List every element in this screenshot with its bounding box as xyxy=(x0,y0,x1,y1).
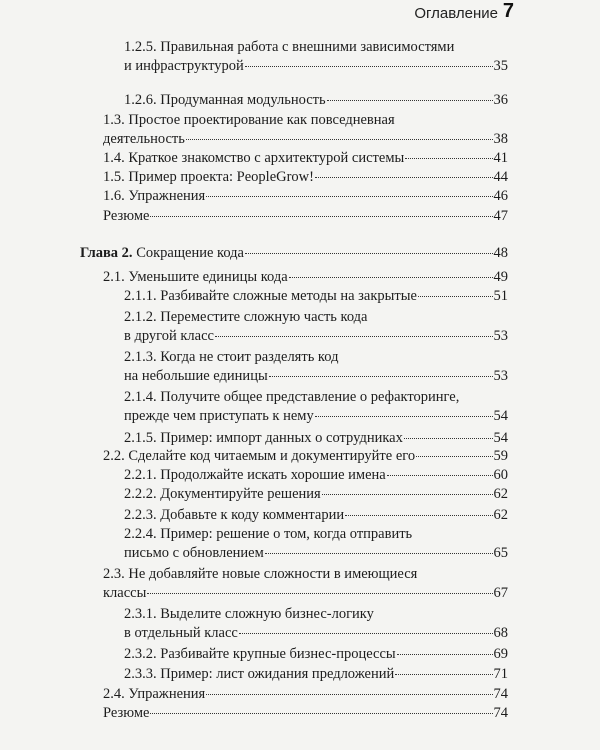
dot-leader xyxy=(206,694,492,695)
dot-leader xyxy=(405,158,492,159)
toc-entry-line xyxy=(124,407,508,426)
toc-entry[interactable] xyxy=(124,388,508,426)
toc-entry-line xyxy=(124,367,508,386)
toc-page-number: 69 xyxy=(493,646,508,662)
toc-chapter-entry[interactable] xyxy=(80,244,508,263)
toc-entry-line xyxy=(124,429,508,448)
toc-page-number: 74 xyxy=(493,686,508,702)
running-header xyxy=(0,0,600,30)
toc-entry-title: 2.4. Упражнения xyxy=(103,686,206,702)
dot-leader xyxy=(215,336,493,337)
toc-entry-title: письмо с обновлением xyxy=(124,545,264,561)
toc-entry[interactable] xyxy=(124,645,508,664)
toc-entry[interactable] xyxy=(103,149,508,168)
toc-entry-title: 2.2.4. Пример: решение о том, когда отправить xyxy=(124,526,413,542)
toc-entry[interactable] xyxy=(103,207,508,226)
dot-leader xyxy=(345,515,492,516)
dot-leader xyxy=(397,654,493,655)
toc-page-number: 62 xyxy=(493,486,508,502)
toc-entry-title: 2.3.3. Пример: лист ожидания предложений xyxy=(124,666,395,682)
dot-leader xyxy=(416,456,492,457)
dot-leader xyxy=(418,296,493,297)
toc-entry[interactable] xyxy=(124,525,508,563)
toc-page-number: 67 xyxy=(493,585,508,601)
toc-entry-title: 2.1.2. Переместите сложную часть кода xyxy=(124,309,368,325)
toc-entry-title: 2.3.1. Выделите сложную бизнес-логику xyxy=(124,606,374,622)
toc-entry-title: 2.2.1. Продолжайте искать хорошие имена xyxy=(124,467,386,483)
toc-entry[interactable] xyxy=(124,485,508,504)
dot-leader xyxy=(404,438,493,439)
toc-entry-line xyxy=(103,187,508,206)
toc-entry-line xyxy=(124,645,508,664)
toc-entry-line xyxy=(124,388,508,407)
toc-page-number: 54 xyxy=(493,408,508,424)
toc-entry-title: 1.5. Пример проекта: PeopleGrow! xyxy=(103,169,314,185)
toc-entry-line xyxy=(124,506,508,525)
toc-entry-title: деятельность xyxy=(103,131,185,147)
toc-entry-line xyxy=(124,624,508,643)
toc-entry-line xyxy=(103,565,508,584)
toc-entry-line xyxy=(103,685,508,704)
toc-page-number: 46 xyxy=(493,188,508,204)
dot-leader xyxy=(269,376,493,377)
toc-page-number: 59 xyxy=(493,448,508,464)
toc-entry-line xyxy=(103,584,508,603)
toc-entry[interactable] xyxy=(103,685,508,704)
toc-entry[interactable] xyxy=(103,704,508,723)
toc-entry[interactable] xyxy=(124,348,508,386)
toc-entry-title: 2.1.4. Получите общее представление о рефакторинге, xyxy=(124,389,460,405)
dot-leader xyxy=(147,593,492,594)
toc-entry-line xyxy=(124,605,508,624)
toc-entry-title: 1.6. Упражнения xyxy=(103,188,206,204)
dot-leader xyxy=(395,674,492,675)
toc-page-number: 51 xyxy=(493,288,508,304)
toc-entry-line xyxy=(124,57,508,76)
toc-entry-line xyxy=(124,308,508,327)
toc-entry-line xyxy=(124,327,508,346)
dot-leader xyxy=(245,253,493,254)
toc-entry-line xyxy=(103,268,508,287)
toc-entry[interactable] xyxy=(124,605,508,643)
toc-entry[interactable] xyxy=(124,506,508,525)
toc-entry-line xyxy=(124,665,508,684)
toc-entry[interactable] xyxy=(124,429,508,448)
toc-page-number: 38 xyxy=(493,131,508,147)
toc-page-number: 47 xyxy=(493,208,508,224)
chapter-label: Глава 2. xyxy=(80,245,133,261)
toc-page-number: 53 xyxy=(493,328,508,344)
toc-entry-title: 2.1.5. Пример: импорт данных о сотрудниках xyxy=(124,430,403,446)
toc-entry-title: 2.1.3. Когда не стоит разделять код xyxy=(124,349,339,365)
toc-entry-line xyxy=(124,485,508,504)
toc-entry-title: 1.2.6. Продуманная модульность xyxy=(124,92,326,108)
toc-page-number: 35 xyxy=(493,58,508,74)
toc-entry-line xyxy=(124,91,508,110)
toc-page-number: 54 xyxy=(493,430,508,446)
dot-leader xyxy=(150,713,492,714)
toc-entry-line xyxy=(103,149,508,168)
toc-entry-title: в другой класс xyxy=(124,328,214,344)
toc-entry[interactable] xyxy=(124,91,508,110)
toc-entry-title: Резюме xyxy=(103,208,150,224)
dot-leader xyxy=(265,553,493,554)
toc-entry[interactable] xyxy=(103,447,508,466)
toc-page-number: 62 xyxy=(493,507,508,523)
toc-entry[interactable] xyxy=(103,565,508,603)
toc-entry[interactable] xyxy=(124,38,508,76)
dot-leader xyxy=(327,100,493,101)
dot-leader xyxy=(322,494,493,495)
toc-page-number: 48 xyxy=(493,245,508,261)
toc-entry-title: 1.3. Простое проектирование как повседневная xyxy=(103,112,395,128)
toc-entry-line xyxy=(103,207,508,226)
toc-page-number: 53 xyxy=(493,368,508,384)
toc-entry-line xyxy=(124,287,508,306)
toc-entry-title: 2.1.1. Разбивайте сложные методы на закрытые xyxy=(124,288,417,304)
toc-entry-title: прежде чем приступать к нему xyxy=(124,408,314,424)
toc-entry-title: 2.2.2. Документируйте решения xyxy=(124,486,321,502)
toc-entry-line xyxy=(103,447,508,466)
toc-entry-line xyxy=(124,525,508,544)
toc-entry-title: 2.1. Уменьшите единицы кода xyxy=(103,269,288,285)
toc-page-number: 60 xyxy=(493,467,508,483)
toc-entry-line xyxy=(124,466,508,485)
toc-entry-title: Резюме xyxy=(103,705,150,721)
toc-entry-line xyxy=(103,111,508,130)
toc-entry[interactable] xyxy=(103,111,508,149)
toc-page-number: 49 xyxy=(493,269,508,285)
dot-leader xyxy=(289,277,493,278)
dot-leader xyxy=(315,177,493,178)
toc-entry-title: 2.2.3. Добавьте к коду комментарии xyxy=(124,507,345,523)
toc-page-number: 68 xyxy=(493,625,508,641)
toc-entry-title: 2.3. Не добавляйте новые сложности в имеющиеся xyxy=(103,566,418,582)
dot-leader xyxy=(150,216,492,217)
dot-leader xyxy=(186,139,493,140)
toc-page-number: 71 xyxy=(493,666,508,682)
toc-entry-title: 1.4. Краткое знакомство с архитектурой системы xyxy=(103,150,405,166)
toc-entry[interactable] xyxy=(103,187,508,206)
toc-entry-line xyxy=(103,168,508,187)
dot-leader xyxy=(206,196,492,197)
toc-entry-title: 2.2. Сделайте код читаемым и документируйте его xyxy=(103,448,416,464)
toc-entry[interactable] xyxy=(124,308,508,346)
toc-entry[interactable] xyxy=(124,287,508,306)
toc-page-number: 41 xyxy=(493,150,508,166)
toc-entry[interactable] xyxy=(124,466,508,485)
toc-entry-line xyxy=(103,130,508,149)
dot-leader xyxy=(245,66,493,67)
toc-entry-line xyxy=(80,244,508,263)
toc-entry[interactable] xyxy=(124,665,508,684)
toc-entry-title: 1.2.5. Правильная работа с внешними зависимостями xyxy=(124,39,455,55)
toc-entry-line xyxy=(103,704,508,723)
dot-leader xyxy=(239,633,493,634)
toc-entry-line xyxy=(124,348,508,367)
header-title: Оглавление xyxy=(414,5,498,22)
toc-entry-line xyxy=(124,544,508,563)
toc-entry-title: 2.3.2. Разбивайте крупные бизнес-процессы xyxy=(124,646,396,662)
toc-entry-title: классы xyxy=(103,585,147,601)
toc-entry-title: Сокращение кода xyxy=(136,245,244,261)
dot-leader xyxy=(315,416,493,417)
toc-page-number: 74 xyxy=(493,705,508,721)
toc-entry-title: и инфраструктурой xyxy=(124,58,244,74)
toc-page-number: 44 xyxy=(493,169,508,185)
toc-entry-title: в отдельный класс xyxy=(124,625,238,641)
toc-entry[interactable] xyxy=(103,268,508,287)
toc-entry-title: на небольшие единицы xyxy=(124,368,268,384)
toc-entry[interactable] xyxy=(103,168,508,187)
toc-page-number: 36 xyxy=(493,92,508,108)
page-number: 7 xyxy=(502,0,514,22)
dot-leader xyxy=(387,475,493,476)
toc-entry-line xyxy=(124,38,508,57)
toc-page-number: 65 xyxy=(493,545,508,561)
